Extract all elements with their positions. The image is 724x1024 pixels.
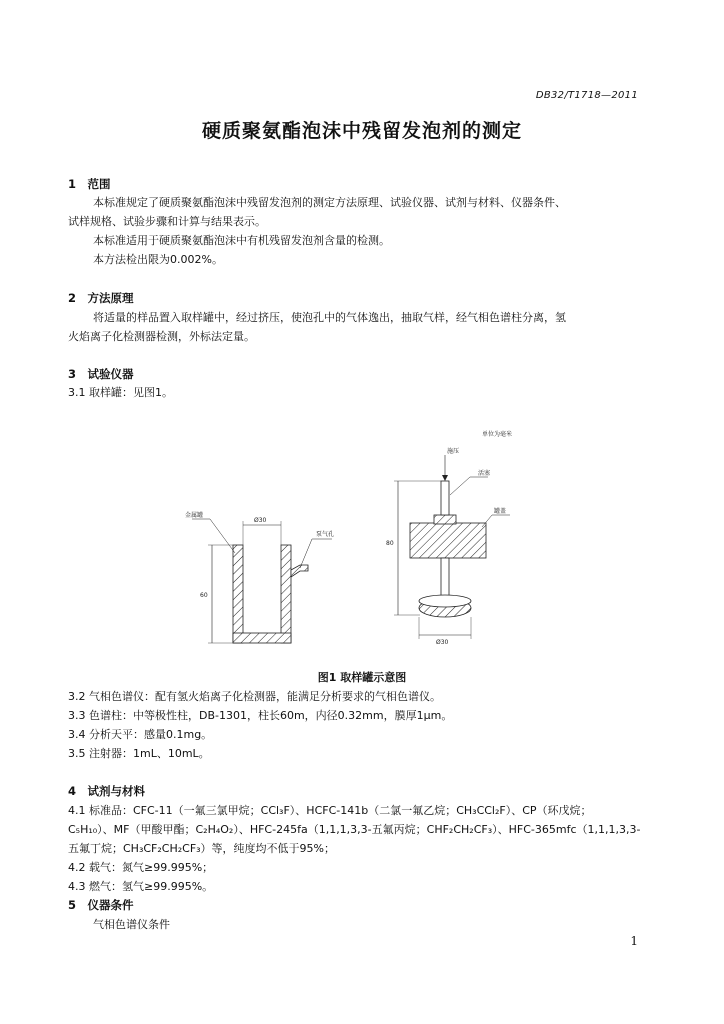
section-2-para-1b: 火焰离子化检测器检测，外标法定量。: [68, 330, 255, 343]
section-1-para-3: 本方法检出限为0.002%。: [93, 253, 223, 266]
item-4-1-line-2: C₅H₁₀）、MF（甲酸甲酯；C₂H₄O₂）、HFC-245fa（1,1,1,3,3-五氟丙烷；CHF₂CH₂CF₃）、HFC-365mfc（1,1,1,3,3-: [68, 823, 641, 836]
item-4-1-line-1: 4.1 标准品：CFC-11（一氟三氯甲烷；CCl₃F）、HCFC-141b（二氯一氟乙烷；CH₃CCl₂F）、CP（环戊烷；: [68, 804, 592, 817]
item-4-2: 4.2 载气：氮气≥99.995%；: [68, 861, 214, 874]
item-3-1: 3.1 取样罐：见图1。: [68, 386, 173, 399]
section-5-para-1: 气相色谱仪条件: [93, 918, 170, 931]
figure-unit-label: 单位为毫米: [482, 431, 513, 438]
label-press: 施压: [447, 448, 460, 455]
standard-number: DB32/T1718—2011: [535, 90, 638, 101]
dim-lid-height: 80: [386, 540, 394, 547]
lid-piston-drawing: [394, 455, 510, 639]
metal-can-drawing: [192, 519, 335, 643]
label-piston: 活塞: [478, 470, 491, 477]
item-4-1-line-3: 五氟丁烷；CH₃CF₂CH₂CF₃）等，纯度均不低于95%；: [68, 842, 336, 855]
section-1-para-2: 本标准适用于硬质聚氨酯泡沫中有机残留发泡剂含量的检测。: [93, 234, 390, 247]
label-vent-hole: 泵气孔: [316, 531, 335, 538]
dim-can-width: Ø30: [254, 517, 267, 524]
section-1-para-1b: 试样规格、试验步骤和计算与结果表示。: [68, 215, 266, 228]
section-1-heading: 1 范围: [68, 177, 111, 191]
section-4-heading: 4 试剂与材料: [68, 784, 146, 798]
label-lid: 罐盖: [494, 508, 507, 515]
page-number: 1: [630, 934, 638, 948]
dim-can-height: 60: [200, 592, 208, 599]
item-3-5: 3.5 注射器：1mL、10mL。: [68, 747, 210, 760]
item-4-3: 4.3 燃气：氢气≥99.995%。: [68, 880, 214, 893]
document-title: 硬质聚氨酯泡沫中残留发泡剂的测定: [201, 120, 522, 142]
section-2-para-1a: 将适量的样品置入取样罐中，经过挤压，使泡孔中的气体逸出，抽取气样，经气相色谱柱分离，氢: [93, 311, 566, 324]
section-1-para-1a: 本标准规定了硬质聚氨酯泡沫中残留发泡剂的测定方法原理、试验仪器、试剂与材料、仪器条件、: [93, 196, 566, 209]
dim-plate-width: Ø30: [436, 639, 449, 646]
item-3-2: 3.2 气相色谱仪：配有氢火焰离子化检测器，能满足分析要求的气相色谱仪。: [68, 690, 441, 703]
item-3-3: 3.3 色谱柱：中等极性柱，DB-1301，柱长60m，内径0.32mm，膜厚1μm。: [68, 709, 453, 722]
item-3-4: 3.4 分析天平：感量0.1mg。: [68, 728, 213, 741]
label-metal-can: 金属罐: [185, 512, 204, 519]
section-2-heading: 2 方法原理: [68, 291, 134, 305]
sampling-can-diagram: [170, 425, 570, 655]
section-5-heading: 5 仪器条件: [68, 898, 134, 912]
figure-caption: 图1 取样罐示意图: [317, 671, 407, 684]
section-3-heading: 3 试验仪器: [68, 367, 134, 381]
